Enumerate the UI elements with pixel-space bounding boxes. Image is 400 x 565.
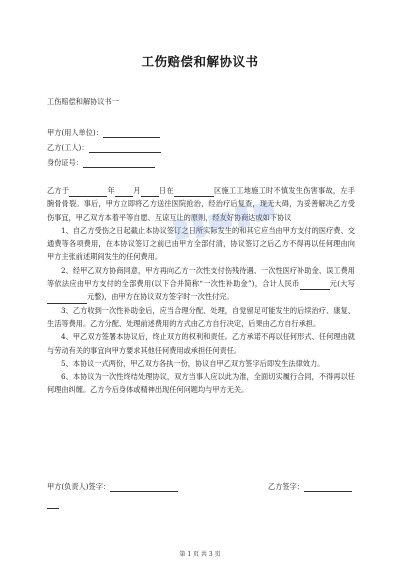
page-number: 第 1 页 共 3 页 [179,551,221,558]
clause-2-text: 元整)，由甲方在协议双方签字时一次性付完。 [87,292,234,302]
party-a-signature-label: 甲方(负责人)签字： [47,482,111,491]
party-b-label: 乙方(工人)： [47,143,89,152]
clause-4: 4、甲乙双方签署本协议后，终止双方的权利和责任。乙方承诺不再以任何形式、任何理由就与劳动有关的事宜向甲方要求其他任何费用或承担任何责任。 [47,332,355,355]
intro-text: 月 [132,186,141,195]
party-b-signature-blank [304,484,352,492]
party-b-field [47,143,161,153]
intro-text: 伤害事故，左手腕骨骨裂。事后，甲方立即将乙方送往医院抢治，经治疗后复查，现无大碍，为妥善解决乙方受伤事宜，甲乙双方本着平等自愿、互谅互让的原则，经友好协商达成如下协议 [47,186,355,222]
clause-2 [47,264,355,304]
amount-blank [300,282,330,290]
intro-text: 日在 [158,186,174,195]
party-b-blank [89,145,161,153]
clause-2-text: 2、经甲乙双方协商同意，甲方再向乙方一次性支付伤残待遇、一次性医疗补助金、误工费用等依法应由甲方支付的全部费用(以下合并简称“一次性补助金”)，合计人民币 [47,265,355,289]
intro-text: 乙方于 [47,186,70,195]
intro-paragraph [47,184,355,224]
amount-words-blank [47,296,87,304]
clause-1: 1、自乙方受伤之日起截止本协议签订之日所实际发生的和其它应当由甲方支付的医疗费、交通费等各项费用，在本协议签订之前已由甲方全部付清，协议签订之后乙方不得再以任何理由向甲方主张前述期间发生的任何费用。 [47,225,355,262]
day-blank [141,189,159,197]
party-b-signature-label: 乙方签字： [268,482,304,491]
document-subtitle: 工伤赔偿和解协议书一 [47,97,119,106]
id-number-blank [83,160,155,168]
clause-2-text: 元(大写 [329,279,355,289]
party-a-signature [47,482,178,509]
location-blank [174,189,214,197]
id-number-field [47,158,155,168]
party-a-blank [103,130,160,138]
year-blank [69,189,107,197]
month-blank [115,189,133,197]
id-number-label: 身份证号： [47,158,83,167]
clause-5: 5、本协议一式两份，甲乙双方各执一份，协议自甲乙双方签字后即发生法律效力。 [61,358,325,368]
party-a-field [47,128,160,138]
document-title: 工伤赔偿和解协议书 [141,54,259,69]
party-a-label: 甲方(用人单位)： [47,128,103,137]
clause-3: 3、乙方收到一次性补助金后，应当合理分配、处理，自觉留足可能发生的后续治疗、康复、生活等费用。乙方分配、处理前述费用的方式由乙方自行决定，后果由乙方自行承担。 [47,305,355,328]
intro-text: 区施工工地施工时不慎发生 [213,186,304,195]
agreement-body [47,184,355,397]
party-a-signature-blank [110,484,178,492]
intro-text: 年 [107,186,115,195]
party-a-signature-blank-2 [47,501,59,509]
party-b-signature [268,482,352,492]
clause-6: 6、本协议为一次性终结处理协议，双方当事人应以此为准，全面切实履行合同，不得再以任何理由纠缠。乙方今后身体或精神出现任何问题均与甲方无关。 [47,372,355,395]
